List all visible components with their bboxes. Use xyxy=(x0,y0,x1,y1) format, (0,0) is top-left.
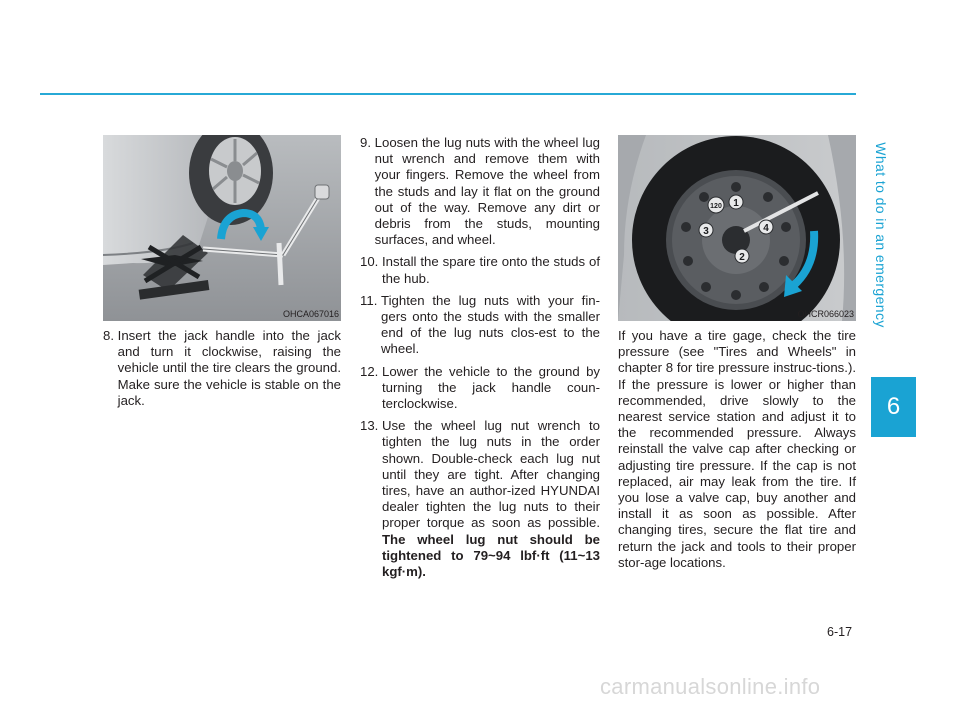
step-text: Loosen the lug nuts with the wheel lug nut wrench and remove them with your fingers. Remove the wheel from the studs and lay it flat on the ground out of the way. Remove any dirt or debris from the studs, mounting surfaces, and wheel. xyxy=(374,135,600,248)
angle-badge xyxy=(708,197,724,213)
step-13 xyxy=(360,418,600,580)
chapter-title: What to do in an emergency xyxy=(873,142,889,328)
chapter-side-tab xyxy=(861,100,901,370)
figure-jack-raise-illustration xyxy=(103,135,341,321)
step-text: Install the spare tire onto the studs of the hub. xyxy=(382,254,600,286)
watermark: carmanualsonline.info xyxy=(600,674,821,699)
lug-nut-3 xyxy=(699,223,713,237)
lug-nut-4-label: 4 xyxy=(763,223,769,234)
step-number: 10. xyxy=(360,254,382,270)
step-number: 12. xyxy=(360,363,382,379)
step-10 xyxy=(360,254,600,286)
lug-nut-1 xyxy=(729,195,743,209)
tire-pressure-paragraph: If you have a tire gage, check the tire pressure (see "Tires and Wheels" in chapter 8 for tire pressure instruc-tions.). If the pressure is lower or higher than recommended, drive slowly to the nearest service station and adjust it to the recommended pressure. Always reinstall the valve cap after checking or adjusting tire pressure. If the cap is not replaced, air may leak from the tire. If you lose a valve cap, buy another and install it as soon as possible. After changing tires, secure the flat tire and return the jack and tools to their proper stor-age locations. xyxy=(618,328,856,570)
step-11 xyxy=(360,293,600,358)
figure-lug-order xyxy=(618,135,856,321)
column-left xyxy=(103,328,341,415)
lug-nut-4 xyxy=(759,220,773,234)
step-number: 8. xyxy=(103,328,118,343)
chapter-number-box xyxy=(871,377,916,437)
lug-nut-2-label: 2 xyxy=(739,252,745,263)
lug-nut-1-label: 1 xyxy=(733,198,739,209)
figure-code: OHCR066023 xyxy=(797,309,854,319)
figure-jack-raise xyxy=(103,135,341,321)
step-text: Tighten the lug nuts with your fin-gers onto the studs with the smaller end of the lug nuts clos-est to the wheel. xyxy=(381,292,600,357)
step-number: 11. xyxy=(360,292,382,308)
step-text: Insert the jack handle into the jack and turn it clockwise, raising the vehicle until the tire clears the ground. Make sure the vehicle is stable on the jack. xyxy=(117,328,341,408)
figure-code: OHCA067016 xyxy=(282,309,339,319)
column-middle xyxy=(360,135,600,586)
step-12 xyxy=(360,364,600,413)
top-rule xyxy=(40,93,856,95)
step-body xyxy=(382,418,600,580)
lug-nut-2 xyxy=(735,249,749,263)
angle-badge-label: 120 xyxy=(710,203,722,210)
step-8 xyxy=(103,328,341,409)
figure-lug-order-illustration xyxy=(618,135,856,321)
step-number: 13. xyxy=(360,418,382,434)
step-text: Use the wheel lug nut wrench to tighten the lug nuts in the order shown. Double-check each lug nut until they are tight. After changing tires, have an author-ized HYUNDAI dealer tighten the lug nuts to their proper torque as soon as possible. xyxy=(382,418,600,531)
step-number: 9. xyxy=(360,135,375,150)
lug-nut-3-label: 3 xyxy=(703,226,709,237)
column-right xyxy=(618,328,856,571)
page-number: 6-17 xyxy=(827,625,853,639)
chapter-number: 6 xyxy=(886,393,901,420)
torque-warning: The wheel lug nut should be tightened to 79~94 lbf·ft (11~13 kgf·m). xyxy=(382,531,600,580)
step-9 xyxy=(360,135,600,248)
step-text: Lower the vehicle to the ground by turning the jack handle coun-terclockwise. xyxy=(382,363,600,412)
